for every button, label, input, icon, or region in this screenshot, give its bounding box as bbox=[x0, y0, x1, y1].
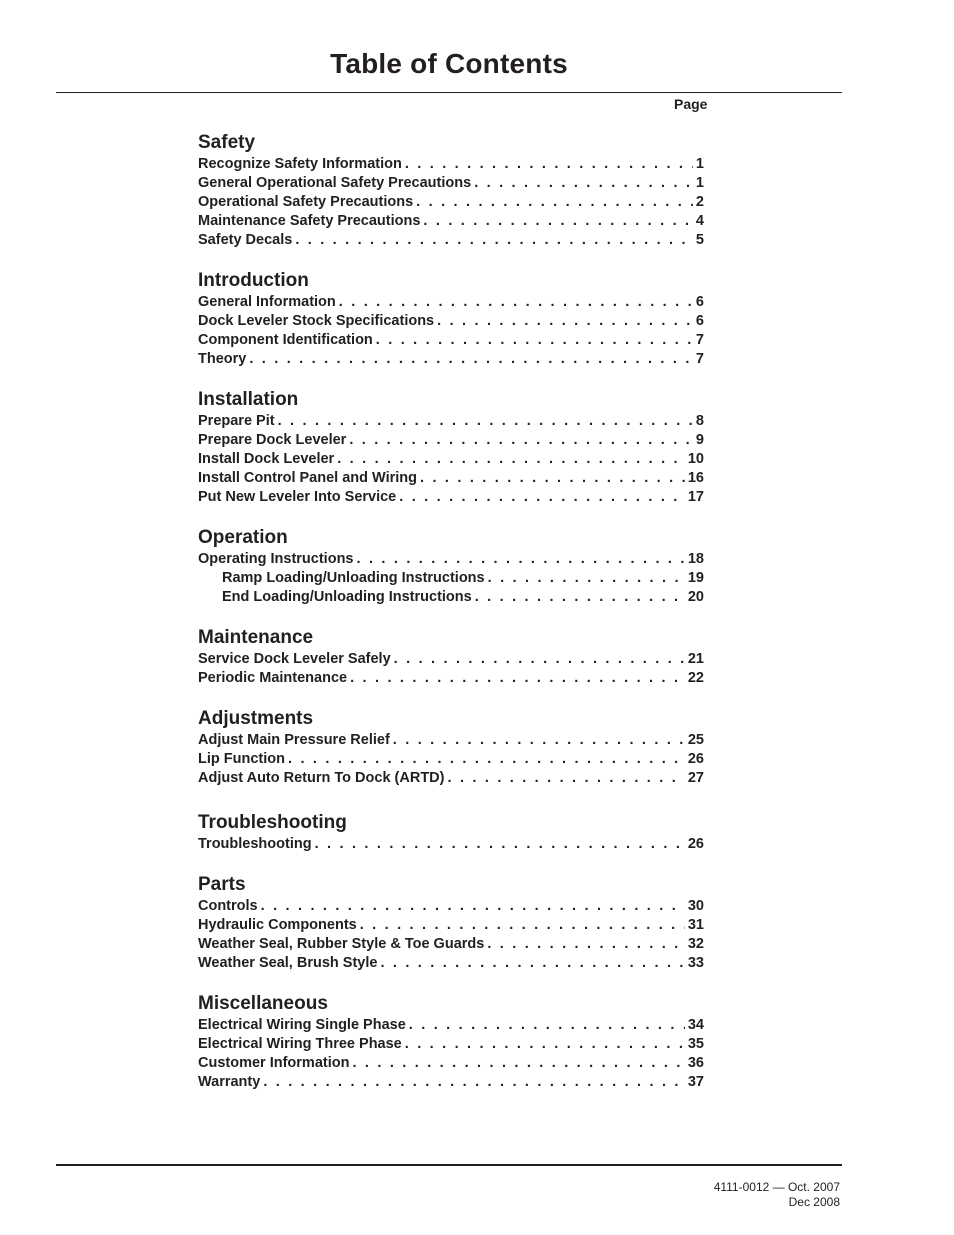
section-title: Maintenance bbox=[198, 627, 314, 648]
dot-leader bbox=[399, 488, 685, 507]
toc-entry-page: 32 bbox=[687, 936, 704, 952]
toc-entry-label: Controls bbox=[198, 898, 258, 914]
toc-section bbox=[198, 707, 704, 788]
toc-entry[interactable] bbox=[198, 174, 704, 193]
toc-section bbox=[198, 873, 704, 973]
toc-entry-label: Dock Leveler Stock Specifications bbox=[198, 313, 435, 329]
toc-entry-label: Component Identification bbox=[198, 332, 373, 348]
toc-entry[interactable] bbox=[198, 669, 704, 688]
table-of-contents bbox=[198, 112, 704, 1092]
dot-leader bbox=[263, 1073, 685, 1092]
dot-leader bbox=[487, 935, 685, 954]
toc-entry-page: 1 bbox=[695, 175, 704, 191]
toc-entry-label: Weather Seal, Rubber Style & Toe Guards bbox=[198, 936, 485, 952]
toc-entry-page: 6 bbox=[695, 294, 704, 310]
dot-leader bbox=[339, 293, 693, 312]
dot-leader bbox=[393, 731, 685, 750]
toc-entry-label: Operational Safety Precautions bbox=[198, 194, 414, 210]
toc-entry[interactable] bbox=[198, 155, 704, 174]
dot-leader bbox=[405, 1035, 685, 1054]
toc-entry[interactable] bbox=[198, 193, 704, 212]
toc-entry-page: 1 bbox=[695, 156, 704, 172]
toc-entry-label: Prepare Dock Leveler bbox=[198, 432, 347, 448]
toc-entry-label: Warranty bbox=[198, 1074, 261, 1090]
section-title: Introduction bbox=[198, 270, 309, 291]
toc-entry-label: General Information bbox=[198, 294, 336, 310]
dot-leader bbox=[261, 897, 685, 916]
dot-leader bbox=[488, 569, 685, 588]
dot-leader bbox=[420, 469, 685, 488]
top-divider bbox=[56, 92, 842, 93]
toc-entry-page: 33 bbox=[687, 955, 704, 971]
dot-leader bbox=[337, 450, 685, 469]
toc-entry[interactable] bbox=[198, 916, 704, 935]
toc-section bbox=[198, 388, 704, 507]
dot-leader bbox=[315, 835, 685, 854]
dot-leader bbox=[249, 350, 693, 369]
toc-entry-label: Troubleshooting bbox=[198, 836, 312, 852]
section-title: Operation bbox=[198, 527, 288, 548]
toc-entry[interactable] bbox=[198, 212, 704, 231]
toc-entry[interactable] bbox=[198, 1054, 704, 1073]
dot-leader bbox=[376, 331, 693, 350]
toc-entry[interactable] bbox=[198, 488, 704, 507]
toc-entry-page: 20 bbox=[687, 589, 704, 605]
toc-entry[interactable] bbox=[198, 412, 704, 431]
toc-entry[interactable] bbox=[198, 731, 704, 750]
toc-entry[interactable] bbox=[198, 469, 704, 488]
dot-leader bbox=[475, 588, 685, 607]
toc-entry-page: 6 bbox=[695, 313, 704, 329]
toc-entry-label: Periodic Maintenance bbox=[198, 670, 348, 686]
toc-entry-label: Adjust Main Pressure Relief bbox=[198, 732, 390, 748]
toc-entry-page: 4 bbox=[695, 213, 704, 229]
toc-section bbox=[198, 992, 704, 1092]
toc-entry-label: Service Dock Leveler Safely bbox=[198, 651, 391, 667]
dot-leader bbox=[288, 750, 685, 769]
toc-entry-page: 25 bbox=[687, 732, 704, 748]
dot-leader bbox=[409, 1016, 685, 1035]
section-title: Parts bbox=[198, 874, 246, 895]
toc-entry[interactable] bbox=[198, 1016, 704, 1035]
toc-entry[interactable] bbox=[198, 293, 704, 312]
dot-leader bbox=[416, 193, 693, 212]
toc-entry-page: 21 bbox=[687, 651, 704, 667]
bottom-divider bbox=[56, 1164, 842, 1166]
toc-entry[interactable] bbox=[198, 550, 704, 569]
dot-leader bbox=[360, 916, 685, 935]
toc-entry-page: 2 bbox=[695, 194, 704, 210]
toc-entry[interactable] bbox=[198, 231, 704, 250]
toc-entry[interactable] bbox=[198, 897, 704, 916]
dot-leader bbox=[380, 954, 684, 973]
dot-leader bbox=[394, 650, 685, 669]
toc-entry-label: Install Control Panel and Wiring bbox=[198, 470, 417, 486]
toc-entry[interactable] bbox=[198, 935, 704, 954]
dot-leader bbox=[405, 155, 693, 174]
toc-entry[interactable] bbox=[198, 569, 704, 588]
toc-entry-page: 10 bbox=[687, 451, 704, 467]
toc-entry[interactable] bbox=[198, 650, 704, 669]
toc-entry-label: Hydraulic Components bbox=[198, 917, 357, 933]
toc-entry-page: 36 bbox=[687, 1055, 704, 1071]
toc-entry-label: Install Dock Leveler bbox=[198, 451, 335, 467]
toc-entry-page: 17 bbox=[687, 489, 704, 505]
dot-leader bbox=[295, 231, 693, 250]
toc-entry[interactable] bbox=[198, 769, 704, 788]
footer-revision: Dec 2008 bbox=[788, 1195, 840, 1209]
toc-entry-page: 31 bbox=[687, 917, 704, 933]
page-column-label: Page bbox=[674, 96, 708, 112]
section-title: Miscellaneous bbox=[198, 993, 328, 1014]
section-title: Adjustments bbox=[198, 708, 314, 729]
toc-entry-page: 30 bbox=[687, 898, 704, 914]
toc-entry[interactable] bbox=[198, 835, 704, 854]
toc-section bbox=[198, 526, 704, 607]
toc-entry-page: 37 bbox=[687, 1074, 704, 1090]
dot-leader bbox=[474, 174, 693, 193]
toc-entry-label: Electrical Wiring Three Phase bbox=[198, 1036, 402, 1052]
toc-entry[interactable] bbox=[198, 1073, 704, 1092]
toc-entry[interactable] bbox=[198, 450, 704, 469]
toc-entry[interactable] bbox=[198, 1035, 704, 1054]
toc-entry-label: Theory bbox=[198, 351, 247, 367]
toc-entry-page: 5 bbox=[695, 232, 704, 248]
toc-entry-page: 26 bbox=[687, 751, 704, 767]
toc-entry-page: 22 bbox=[687, 670, 704, 686]
page-title: Table of Contents bbox=[330, 48, 568, 79]
section-title: Installation bbox=[198, 389, 299, 410]
toc-entry-label: Lip Function bbox=[198, 751, 285, 767]
toc-entry-label: End Loading/Unloading Instructions bbox=[222, 589, 472, 605]
toc-entry-label: Customer Information bbox=[198, 1055, 350, 1071]
section-title: Safety bbox=[198, 132, 256, 153]
dot-leader bbox=[352, 1054, 684, 1073]
toc-entry-label: Adjust Auto Return To Dock (ARTD) bbox=[198, 770, 445, 786]
toc-entry-page: 9 bbox=[695, 432, 704, 448]
toc-entry-page: 19 bbox=[687, 570, 704, 586]
toc-entry[interactable] bbox=[198, 954, 704, 973]
footer-doc-number: 4111-0012 — Oct. 2007 bbox=[713, 1180, 840, 1194]
toc-entry-label: General Operational Safety Precautions bbox=[198, 175, 472, 191]
toc-entry-label: Recognize Safety Information bbox=[198, 156, 402, 172]
toc-entry[interactable] bbox=[198, 431, 704, 450]
toc-entry-page: 16 bbox=[687, 470, 704, 486]
dot-leader bbox=[437, 312, 693, 331]
toc-entry[interactable] bbox=[198, 312, 704, 331]
toc-entry-page: 18 bbox=[687, 551, 704, 567]
toc-entry-page: 26 bbox=[687, 836, 704, 852]
toc-entry[interactable] bbox=[198, 750, 704, 769]
toc-entry-page: 7 bbox=[695, 332, 704, 348]
toc-entry[interactable] bbox=[198, 350, 704, 369]
toc-entry-label: Electrical Wiring Single Phase bbox=[198, 1017, 406, 1033]
toc-section bbox=[198, 626, 704, 688]
toc-entry[interactable] bbox=[198, 331, 704, 350]
toc-entry-label: Safety Decals bbox=[198, 232, 293, 248]
toc-entry[interactable] bbox=[198, 588, 704, 607]
dot-leader bbox=[350, 669, 685, 688]
dot-leader bbox=[357, 550, 685, 569]
toc-entry-label: Put New Leveler Into Service bbox=[198, 489, 397, 505]
dot-leader bbox=[278, 412, 693, 431]
toc-entry-label: Maintenance Safety Precautions bbox=[198, 213, 421, 229]
toc-entry-page: 35 bbox=[687, 1036, 704, 1052]
toc-entry-label: Prepare Pit bbox=[198, 413, 275, 429]
dot-leader bbox=[349, 431, 693, 450]
dot-leader bbox=[423, 212, 693, 231]
toc-section bbox=[198, 269, 704, 369]
toc-entry-page: 34 bbox=[687, 1017, 704, 1033]
toc-entry-label: Ramp Loading/Unloading Instructions bbox=[222, 570, 485, 586]
toc-entry-label: Weather Seal, Brush Style bbox=[198, 955, 378, 971]
section-title: Troubleshooting bbox=[198, 812, 347, 833]
footer bbox=[714, 1180, 840, 1210]
toc-entry-page: 8 bbox=[695, 413, 704, 429]
toc-entry-page: 7 bbox=[695, 351, 704, 367]
toc-section bbox=[198, 131, 704, 250]
dot-leader bbox=[447, 769, 684, 788]
toc-entry-label: Operating Instructions bbox=[198, 551, 354, 567]
toc-entry-page: 27 bbox=[687, 770, 704, 786]
toc-section bbox=[198, 811, 704, 854]
